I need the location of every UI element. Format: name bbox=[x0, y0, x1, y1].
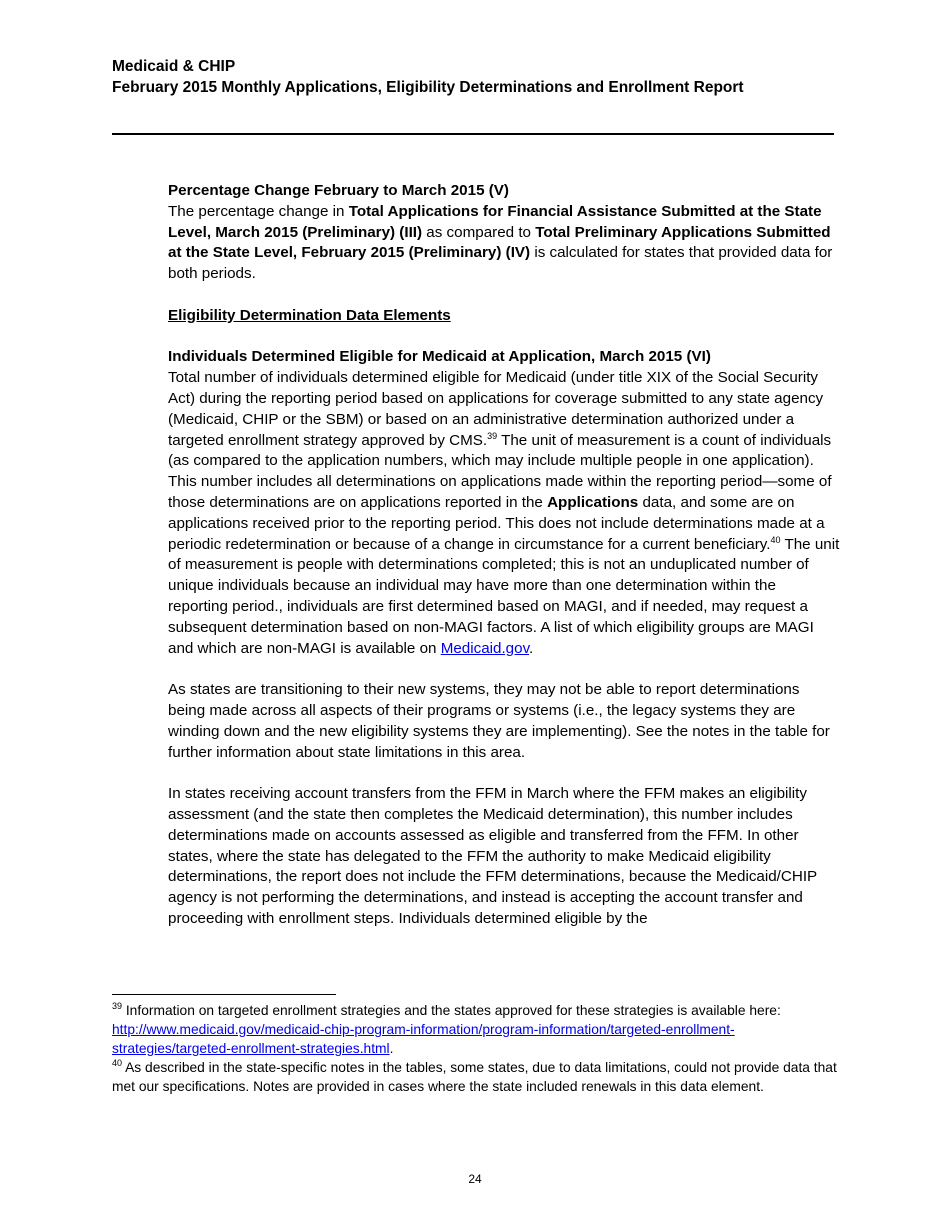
pct-change-text-3: is calculated for states that provided data for both periods. bbox=[168, 244, 833, 283]
individuals-text-1: Total number of individuals determined eligible for Medicaid (under title XIX of the Social Security Act) during the reporting period based on applications for coverage submitted to any state agency (Medicaid, CHIP or the SBM) or based on an administrative determination authorized under a targeted enrollment strategy approved by CMS. bbox=[168, 369, 824, 449]
pct-change-bold-1: Total Applications for Financial Assistance Submitted at the State Level, March 2015 (Preliminary) (III) bbox=[168, 202, 822, 241]
footnotes bbox=[112, 1001, 842, 1096]
report-header bbox=[112, 56, 842, 98]
footnote-40-text: As described in the state-specific notes in the tables, some states, due to data limitations, could not provide data that met our specifications. Notes are provided in cases where the state included renewals in this data element. bbox=[112, 1060, 837, 1094]
individuals-text-2: The unit of measurement is a count of individuals (as compared to the application numbers, which may include multiple people in one application). This number includes all determinations on applications made within the reporting period—some of those determinations are on applications reported in the bbox=[168, 431, 832, 511]
footnote-ref-39[interactable]: 39 bbox=[487, 430, 498, 441]
header-report-title: February 2015 Monthly Applications, Eligibility Determinations and Enrollment Report bbox=[112, 79, 744, 96]
header-divider bbox=[112, 133, 834, 135]
main-content bbox=[168, 181, 840, 930]
footnote-divider bbox=[112, 994, 336, 995]
footnote-40 bbox=[112, 1058, 842, 1096]
medicaid-gov-link[interactable]: Medicaid.gov bbox=[440, 639, 530, 657]
pct-change-text-1: The percentage change in bbox=[168, 202, 349, 220]
individuals-section bbox=[168, 347, 840, 659]
targeted-enrollment-link[interactable]: http://www.medicaid.gov/medicaid-chip-program-information/program-information/targeted-enrollment-strategies/targeted-enrollment-strategies.html bbox=[112, 1022, 735, 1056]
pct-change-text-2: as compared to bbox=[422, 223, 536, 241]
pct-change-bold-2: Total Preliminary Applications Submitted at the State Level, February 2015 (Preliminary) (IV) bbox=[168, 223, 831, 262]
footnote-39 bbox=[112, 1001, 842, 1058]
individuals-bold-applications: Applications bbox=[547, 493, 639, 511]
pct-change-section bbox=[168, 181, 840, 285]
footnote-39-end: . bbox=[389, 1041, 394, 1056]
header-program: Medicaid & CHIP bbox=[112, 58, 236, 75]
individuals-heading: Individuals Determined Eligible for Medicaid at Application, March 2015 (VI) bbox=[168, 348, 711, 366]
individuals-text-3: data, and some are on applications received prior to the reporting period. This does not include determinations made at a periodic redetermination or because of a change in circumstance for a current beneficiary. bbox=[168, 493, 825, 553]
page-number: 24 bbox=[468, 1172, 482, 1186]
individuals-text-5: . bbox=[529, 639, 534, 657]
footnote-40-number: 40 bbox=[112, 1058, 123, 1068]
footnote-39-number: 39 bbox=[112, 1001, 123, 1011]
pct-change-heading: Percentage Change February to March 2015 (V) bbox=[168, 182, 509, 199]
ffm-paragraph: In states receiving account transfers from the FFM in March where the FFM makes an eligibility assessment (and the state then completes the Medicaid determination), this number includes determinations made on accounts assessed as eligible and transferred from the FFM. In other states, where the state has delegated to the FFM the authority to make Medicaid eligibility determinations, the report does not include the FFM determinations, because the Medicaid/CHIP agency is not performing the determinations, and instead is accepting the account transfer and proceeding with enrollment steps. Individuals determined eligible by the bbox=[168, 785, 817, 927]
individuals-text-4: The unit of measurement is people with determinations completed; this is not an unduplicated number of unique individuals because an individual may have more than one determination within the reporting period., individuals are first determined based on MAGI, and if needed, may request a subsequent determination based on non-MAGI factors. A list of which eligibility groups are MAGI and which are non-MAGI is available on bbox=[168, 535, 840, 657]
eligibility-section-heading: Eligibility Determination Data Elements bbox=[168, 306, 451, 324]
transition-paragraph: As states are transitioning to their new systems, they may not be able to report determinations being made across all aspects of their programs or systems (i.e., the legacy systems they are winding down and the new eligibility systems they are implementing). See the notes in the table for further information about state limitations in this area. bbox=[168, 681, 830, 761]
footnote-39-text: Information on targeted enrollment strategies and the states approved for these strategies is available here: bbox=[122, 1003, 781, 1018]
footnote-ref-40[interactable]: 40 bbox=[770, 534, 781, 545]
